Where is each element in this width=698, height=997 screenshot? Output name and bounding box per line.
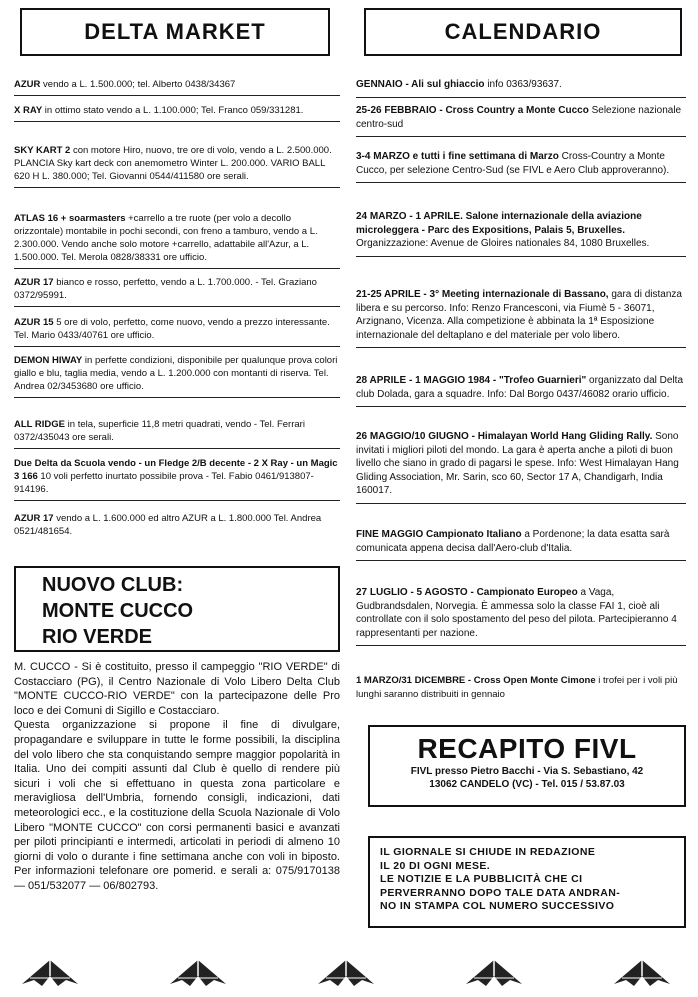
notice-line: IL GIORNALE SI CHIUDE IN REDAZIONE — [380, 846, 596, 858]
club-title-line: RIO VERDE — [42, 626, 153, 648]
ad-item: AZUR 17 vendo a L. 1.600.000 ed altro AZUR a L. 1.800.000 Tel. Andrea 0521/481654. — [14, 513, 322, 537]
calendar-event: 25-26 FEBBRAIO - Cross Country a Monte Cucco Selezione nazionale centro-sud — [356, 104, 686, 137]
recapito-address: FIVL presso Pietro Bacchi - Via S. Sebastiano, 42 — [410, 766, 644, 777]
calendar-event: 28 APRILE - 1 MAGGIO 1984 - "Trofeo Guarnieri" organizzato dal Delta club Dolada, gara a squadre. Info: Dal Borgo 0437/46082 orario ufficio. — [356, 374, 686, 407]
recapito-phone: 13062 CANDELO (VC) - Tel. 015 / 53.87.03 — [429, 779, 625, 790]
ad-item: DEMON HIWAY in perfette condizioni, disponibile per qualunque prova colori giallo e blu, taglia media, vendo a L. 1.200.000 con montanti di riserva. Tel. Andrea 02/3453680 ore ufficio. — [14, 354, 340, 398]
delta-market-title: DELTA MARKET — [20, 8, 330, 56]
calendar-event: FINE MAGGIO Campionato Italiano a Pordenone; la data esatta sarà comunicata appena decisa dall'Aero-club d'Italia. — [356, 528, 686, 561]
hang-glider-logo-icon — [168, 952, 228, 992]
hang-glider-logo-icon — [20, 952, 80, 992]
calendar-event: 1 MARZO/31 DICEMBRE - Cross Open Monte Cimone i trofei per i voli più lunghi saranno distribuiti in gennaio — [356, 675, 678, 700]
calendar-title: CALENDARIO — [364, 8, 682, 56]
ad-item: Due Delta da Scuola vendo - un Fledge 2/B decente - 2 X Ray - un Magic 3 166 10 voli perfetto inurtato possibile prova - Tel. Fabio 0461/913807-914196. — [14, 457, 340, 501]
notice-line: PERVERRANNO DOPO TALE DATA ANDRAN- — [380, 886, 621, 899]
ad-item: SKY KART 2 con motore Hiro, nuovo, tre ore di volo, vendo a L. 2.500.000. PLANCIA Sky kart deck con anemometro Winter L. 200.000. VARIO BALL 620 H L. 380.000; Tel. Giovanni 0544/411580 ore serali. — [14, 144, 340, 188]
notice-line: LE NOTIZIE E LA PUBBLICITÀ CHE CI — [380, 873, 583, 885]
ad-item: AZUR 15 5 ore di volo, perfetto, come nuovo, vendo a prezzo interessante. Tel. Mario 0433/40761 ore ufficio. — [14, 316, 340, 347]
footer-logo-strip — [0, 952, 698, 997]
recapito-title: RECAPITO FIVL — [417, 733, 637, 764]
club-article — [14, 660, 340, 894]
notice-line: IL 20 DI OGNI MESE. — [380, 859, 491, 872]
calendar-event: 24 MARZO - 1 APRILE. Salone internazionale della aviazione microleggera - Parc des Expositions, Palais 5, Bruxelles. Organizzazione: Avenue de Gloires nationales 84, 1080 Bruxelles. — [356, 210, 686, 257]
calendar-event: 27 LUGLIO - 5 AGOSTO - Campionato Europeo a Vaga, Gudbrandsdalen, Norvegia. È ammessa solo la classe FAI 1, cioè ali controllate con il solo spostamento del peso del pilota. Partecipieranno 4 rappresentanti per nazione. — [356, 586, 686, 646]
hang-glider-logo-icon — [464, 952, 524, 992]
ad-item: AZUR 17 bianco e rosso, perfetto, vendo a L. 1.700.000. - Tel. Graziano 0372/95991. — [14, 276, 340, 307]
ad-item: ATLAS 16 + soarmasters +carrello a tre ruote (per volo a decollo orizzontale) montabile in pochi secondi, con freno a tamburo, vendo a L. 2.300.000. Vendo anche solo motore +carrello, adattabile all'Azur, a L. 1.500.000. Tel. Merola 0828/38331 ore ufficio. — [14, 212, 340, 269]
calendar-event: GENNAIO - Ali sul ghiaccio info 0363/93637. — [356, 78, 686, 98]
ad-item: X RAY in ottimo stato vendo a L. 1.100.000; Tel. Franco 059/331281. — [14, 104, 340, 122]
ad-item: AZUR vendo a L. 1.500.000; tel. Alberto 0438/34367 — [14, 78, 340, 96]
new-club-title-box — [14, 566, 340, 652]
calendar-event: 26 MAGGIO/10 GIUGNO - Himalayan World Hang Gliding Rally. Sono invitati i migliori piloti del mondo. La gara è aperta anche a piloti di buon livello che siano in grado di pagarsi le spese. Info: West Himalayan Hang Gliding Association, Mr. Sarin, sco 60, Sector 17 A, Chandigarh, India 160017. — [356, 430, 686, 504]
calendar-event: 21-25 APRILE - 3° Meeting internazionale di Bassano, gara di distanza libera e su percorso. Info: Renzo Francesconi, via Fiumè 5 - 36071, Arzignano, Vicenza. Alla competizione è abbinata la 1ª Esposizione internazionale del deltaplano e del materiale per volo libero. — [356, 288, 686, 348]
notice-line: NO IN STAMPA COL NUMERO SUCCESSIVO — [380, 900, 615, 912]
club-title-line: MONTE CUCCO — [42, 600, 194, 622]
calendar-event: 3-4 MARZO e tutti i fine settimana di Marzo Cross-Country a Monte Cucco, per selezione Centro-Sud (se FIVL e Aero Club approveranno). — [356, 150, 686, 183]
club-title-line: NUOVO CLUB: — [42, 574, 184, 596]
journal-notice-box — [368, 836, 686, 928]
hang-glider-logo-icon — [612, 952, 672, 992]
club-paragraph: Questa organizzazione si propone il fine di divulgare, propagandare e sviluppare in tutte le forme possibili, la disciplina del volo libero che sta conquistando sempre maggior popolarità in Italia. Uno dei compiti assunti dal Club è quello di rendere più sicuri i voli che si effettuano in questa zona particolare e meravigliosa dell'Umbria, fornendo consigli, indicazioni, dati meteorologici ecc., e la costituzione della Scuola Nazionale di Volo Libero "MONTE CUCCO" con corsi permanenti basici e avanzati per piloti principianti e intermedi, articolati in periodi di almeno 10 giorni di volo o durante i fine settimana anche con voli in biposto. Per informazioni telefonare ore pomerid. e serali a: 075/9170138 — 051/532077 — 06/802793. — [14, 719, 340, 892]
club-paragraph: M. CUCCO - Si è costituito, presso il campeggio "RIO VERDE" di Costacciaro (PG), il Centro Nazionale di Volo Libero Delta Club "MONTE CUCCO-RIO VERDE" con la partecipazone delle Pro loco e dei Comuni di Sigillo e Costacciaro. — [14, 661, 340, 717]
hang-glider-logo-icon — [316, 952, 376, 992]
ad-item: ALL RIDGE in tela, superficie 11,8 metri quadrati, vendo - Tel. Ferrari 0372/435043 ore serali. — [14, 418, 340, 449]
recapito-box — [368, 725, 686, 807]
